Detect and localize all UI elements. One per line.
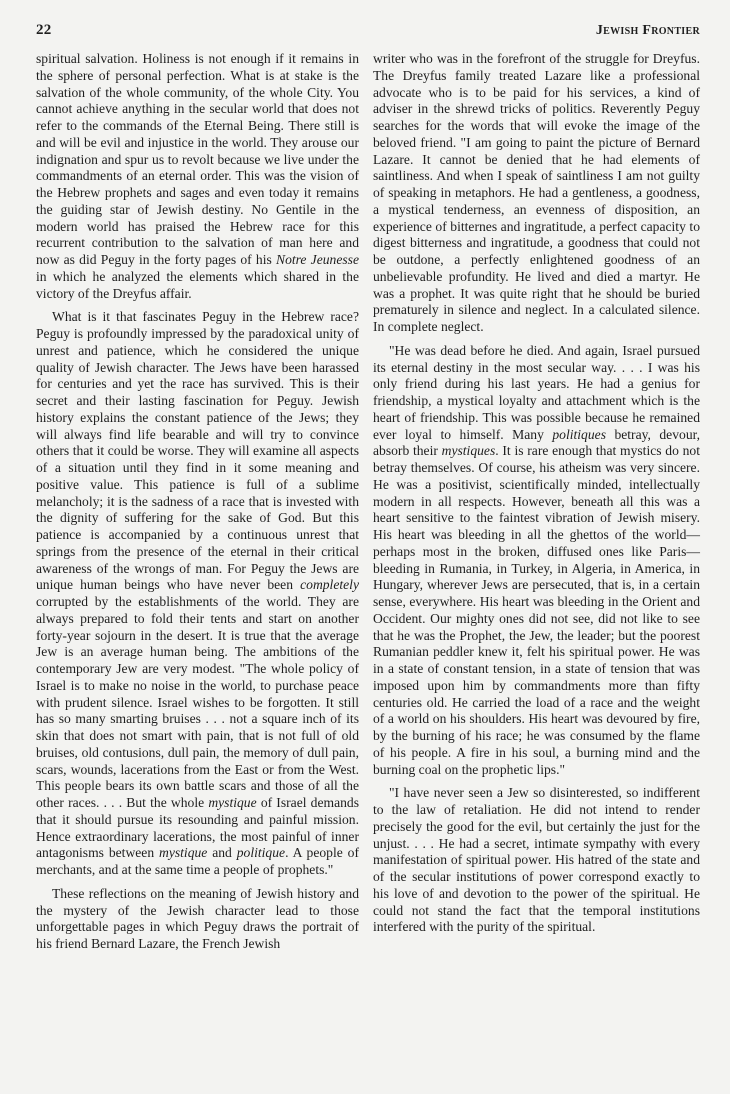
running-head: Jewish Frontier bbox=[595, 23, 700, 38]
text-segment: . A people of merchants, and at the same time a people of prophets." bbox=[36, 845, 359, 877]
text-segment: spiritual salvation. Holiness is not enough if it remains in the sphere of personal perfection. What is at stake is the salvation of the whole community, of the whole City. You cannot achieve anything in the secular world that does not refer to the commands of the Eternal Being. There still is and will be evil and injustice in the world. They arouse our indignation and spur us to revolt because we live under the commandments of an eternal order. This was the vision of the Hebrew prophets and sages and even today it remains the guiding star of Jewish destiny. No Gentile in the modern world has praised the Hebrew race for this recurrent contribution to the salvation of man here and now as did Peguy in the forty pages of his bbox=[36, 51, 359, 267]
paragraph bbox=[373, 51, 700, 336]
text-segment: "He was dead before he died. And again, Israel pursued its eternal destiny in the most secular way. . . . I was his only friend during his last years. He had a genius for friendship, a mystical loyalty and attachment which is the heart of friendship. This was possible because he remained ever loyal to himself. Many bbox=[373, 342, 700, 442]
paragraph bbox=[36, 51, 359, 302]
left-column bbox=[36, 51, 359, 960]
emphasis: mystique bbox=[208, 795, 257, 810]
text-segment: in which he analyzed the elements which shared in the victory of the Dreyfus affair. bbox=[36, 268, 359, 301]
text-segment: and bbox=[207, 845, 237, 861]
emphasis: mystiques bbox=[441, 443, 496, 459]
right-column bbox=[373, 51, 700, 943]
text-segment: betray, devour, absorb their bbox=[373, 426, 700, 459]
paragraph bbox=[36, 886, 359, 953]
emphasis: politiques bbox=[552, 426, 606, 442]
text-segment: These reflections on the meaning of Jewish history and the mystery of the Jewish character lead to those unforgettable pages in which Peguy draws the portrait of his friend Bernard Lazare, the French Jewish bbox=[36, 885, 359, 951]
emphasis: mystique bbox=[159, 845, 208, 861]
text-segment: What is it that fascinates Peguy in the Hebrew race? Peguy is profoundly impressed by the paradoxical unity of unrest and patience, which he considered the unique quality of Jewish character. The Jews have been harassed for centuries and yet the race has survived. This is their secret and their lasting fascination for Peguy. Jewish history explains the constant patience of the Jews; they will always find life bearable and will try to convince others that it could be worse. They will examine all aspects of a situation until they find in it some meaning and positive value. This patience is full of a sublime melancholy; it is the sadness of a race that is invested with the dignity of suffering for the sake of God. But this patience is accompanied by a continuous unrest that springs from the presence of the eternal in their critical awareness of the wrongs of man. For Peguy the Jews are unique human beings who have never been bbox=[36, 309, 359, 593]
text-segment: corrupted by the establishments of the world. They are always prepared to fold their tents and start on another forty-year sojourn in the desert. It is true that the average Jew is an average human being. The ambitions of the contemporary Jew are very modest. "The whole policy of Israel is to make no noise in the world, to purchase peace with prudent silence. Israel wishes to be forgotten. It still has so many smarting bruises . . . not a square inch of its skin that does not smart with pain, that is not full of old bruises, old contusions, dull pain, the memory of dull pain, scars, wounds, lacerations from the East or from the West. This people bears its own battle scars and those of all the other races. . . . But the whole bbox=[36, 594, 359, 810]
text-segment: of Israel demands that it should pursue its resounding and painful mission. Hence extraordinary lacerations, the most painful of inner antagonisms between bbox=[36, 795, 359, 861]
paragraph bbox=[373, 785, 700, 936]
text-segment: writer who was in the forefront of the struggle for Dreyfus. The Dreyfus family treated Lazare like a professional advocate who is to be paid for his services, a kind of adviser in the shrewd tricks of politics. Reverently Peguy searches for the words that will evoke the image of the beloved friend. "I am going to paint the picture of Bernard Lazare. It cannot be denied that he had elements of saintliness. And when I speak of saintliness I am not guilty of speaking in metaphors. He had a gentleness, a goodness, a mystical tenderness, an evenness of disposition, an experience of bitternes and ingratitude, a perfect capacity to digest bitterness and ingratitude, a goodness that could not be outdone, a perfectly enlightened goodness of an unbelievable profundity. He lived and died a martyr. He was a prophet. It was quite right that he should be buried prematurely in silence and neglect. In a calculated silence. In complete neglect. bbox=[373, 51, 700, 334]
text-segment: . It is rare enough that mystics do not betray themselves. Of course, his atheism was very sincere. He was a positivist, scientifically minded, intellectually modern in all respects. However, beneath all this was a heart sensitive to the faintest vibration of Jewish misery. His heart was bleeding in all the ghettos of the world—perhaps most in the broken, diffused ones like Paris—bleeding in Rumania, in Turkey, in Algeria, in America, in Hungary, wherever Jews are persecuted, that is, in a certain sense, everywhere. His heart was bleeding in the Orient and Occident. Our mighty ones did not see, did not like to see that he was the Prophet, the Jew, the leader; but the poorest Rumanian peddler knew it, felt his spiritual power. He was in a state of constant tension, in a state of tension that was imposed upon him by commandments more than fifty centuries old. He carried the load of a race and the weight of a world on his shoulders. His heart was devoured by fire, by the burning of his race; he was consumed by the flame of his people. A fire in his soul, a burning mind and the burning coal on the prophetic lips." bbox=[373, 443, 700, 777]
paragraph bbox=[36, 309, 359, 879]
page-number: 22 bbox=[36, 22, 52, 38]
book-title: Notre Jeunesse bbox=[276, 252, 359, 267]
emphasis: politique bbox=[236, 845, 286, 861]
paragraph bbox=[373, 343, 700, 779]
emphasis: completely bbox=[300, 577, 359, 593]
text-segment: "I have never seen a Jew so disinterested, so indifferent to the law of retaliation. He did not intend to render precisely the good for the evil, but certainly the just for the unjust. . . . He had a secret, intimate sympathy with every manifestation of spiritual power. His hatred of the state and of the secular institutions of power correspond exactly to his love of and devotion to the power of the spiritual. He could not stand the fact that the temporal institutions interfered with the purity of the spiritual. bbox=[373, 785, 700, 935]
